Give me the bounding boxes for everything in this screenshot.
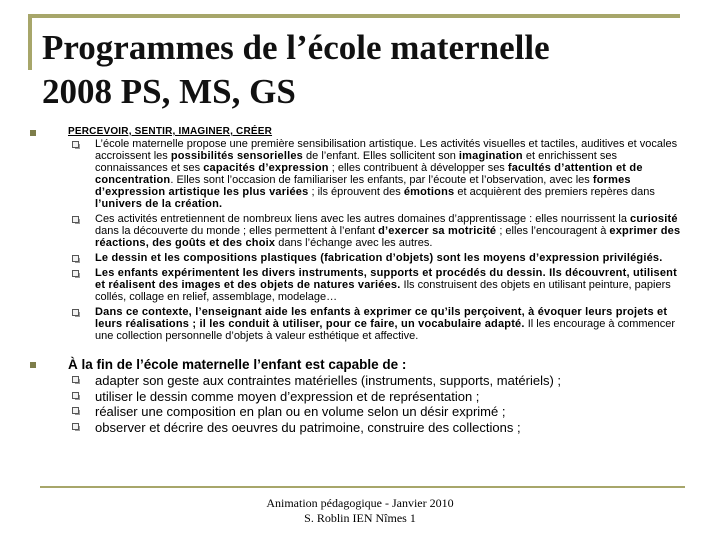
emphasized-text: Les enfants expérimentent les divers instruments, supports et procédés du dessin. Ils découvrent, utilisent et réalisent des images et des objets de natures variées. (95, 267, 677, 291)
paragraph-text: dans la découverte du monde ; elles permettent à l’enfant (95, 225, 379, 237)
section-percevoir-heading: PERCEVOIR, SENTIR, IMAGINER, CRÉER (68, 126, 273, 137)
slide-title-line-1: Programmes de l’école maternelle (42, 28, 550, 67)
checkbox-bullet-icon (72, 141, 79, 148)
list-item-text: adapter son geste aux contraintes matérielles (instruments, supports, matériels) ; (95, 373, 562, 388)
list-item-text: observer et décrire des oeuvres du patrimoine, construire des collections ; (95, 419, 521, 435)
corner-decoration-horizontal (28, 14, 680, 18)
checkbox-bullet-icon (72, 255, 79, 262)
checkbox-bullet-icon (72, 270, 79, 277)
section-percevoir-list (68, 138, 690, 342)
checkbox-bullet-icon (72, 376, 79, 383)
paragraph-text: . Elles sont l’occasion de familiariser les enfants, par l’écoute et l’observation, avec les (170, 174, 593, 186)
emphasized-text: possibilités sensorielles (170, 150, 303, 162)
checkbox-bullet-icon (72, 216, 79, 223)
list-item-text: réaliser une composition en plan ou en volume selon un désir exprimé ; (95, 404, 506, 419)
list-item (68, 138, 690, 210)
square-bullet-icon (30, 362, 36, 368)
list-item (68, 306, 690, 342)
emphasized-text: l’univers de la création. (95, 198, 223, 210)
section-competences-heading: À la fin de l’école maternelle l’enfant est capable de : (68, 357, 407, 372)
list-item (68, 389, 690, 405)
list-item (68, 420, 690, 436)
list-item (68, 267, 690, 303)
slide-content (30, 126, 690, 435)
paragraph-text: ; elles contribuent à développer ses (328, 162, 508, 174)
footer-divider (40, 486, 685, 488)
checkbox-bullet-icon (72, 309, 79, 316)
paragraph-text: et acquièrent des premiers repères dans (454, 186, 655, 198)
emphasized-text: d’exercer sa motricité (378, 225, 497, 237)
slide-title (42, 26, 692, 114)
footer-line-1: Animation pédagogique - Janvier 2010 (266, 496, 454, 510)
emphasized-text: capacités d’expression (203, 162, 329, 174)
slide-title-line-2: 2008 PS, MS, GS (42, 72, 296, 111)
list-item (68, 404, 690, 420)
list-item-text: utiliser le dessin comme moyen d’expression et de représentation ; (95, 388, 480, 404)
list-item (68, 373, 690, 389)
paragraph-text: Ces activités entretiennent de nombreux liens avec les autres domaines d’apprentissage : elles nourrissent la (95, 213, 631, 225)
checkbox-bullet-icon (72, 423, 79, 430)
emphasized-text: exprimer des réactions, des goûts et des choix (95, 225, 681, 249)
emphasized-text: Dans ce contexte, l’enseignant aide les enfants à exprimer ce qu’ils perçoivent, à évoquer leurs projets et leurs réalisations ; il les conduit à utiliser, pour ce faire, un vocabulaire adapté. (95, 306, 668, 330)
paragraph-text: Il les encourage à commencer une collection personnelle d’objets à valeur esthétique et affective. (95, 318, 676, 342)
footer-line-2: S. Roblin IEN Nîmes 1 (304, 511, 416, 525)
emphasized-text: Le dessin et les compositions plastiques (fabrication d’objets) sont les moyens d’expression privilégiés. (95, 252, 663, 264)
paragraph-text: ; ils éprouvent des (308, 186, 404, 198)
checkbox-bullet-icon (72, 407, 79, 414)
emphasized-text: imagination (458, 150, 523, 162)
square-bullet-icon (30, 130, 36, 136)
emphasized-text: curiosité (630, 213, 678, 225)
paragraph-text: et enrichissent ses connaissances et ses (95, 150, 617, 174)
emphasized-text: formes d’expression artistique les plus variées (95, 174, 631, 198)
section-percevoir (30, 126, 690, 342)
corner-decoration-vertical (28, 14, 32, 70)
section-competences-list (68, 373, 690, 435)
emphasized-text: facultés d’attention et de concentration (95, 162, 643, 186)
paragraph-text: ; elles l’encouragent à (496, 225, 610, 237)
paragraph-text: Ils construisent des objets en utilisant peinture, papiers collés, collage en relief, assemblage, modelage… (95, 279, 671, 303)
section-competences (30, 356, 690, 435)
paragraph-text: dans l’échange avec les autres. (275, 237, 433, 249)
checkbox-bullet-icon (72, 392, 79, 399)
paragraph-text: de l’enfant. Elles sollicitent son (302, 150, 459, 162)
paragraph-text: L’école maternelle propose une première sensibilisation artistique. Les activités visuelles et tactiles, auditives et vocales accroissent les (95, 138, 678, 162)
emphasized-text: émotions (403, 186, 455, 198)
list-item (68, 213, 690, 249)
list-item (68, 252, 690, 264)
